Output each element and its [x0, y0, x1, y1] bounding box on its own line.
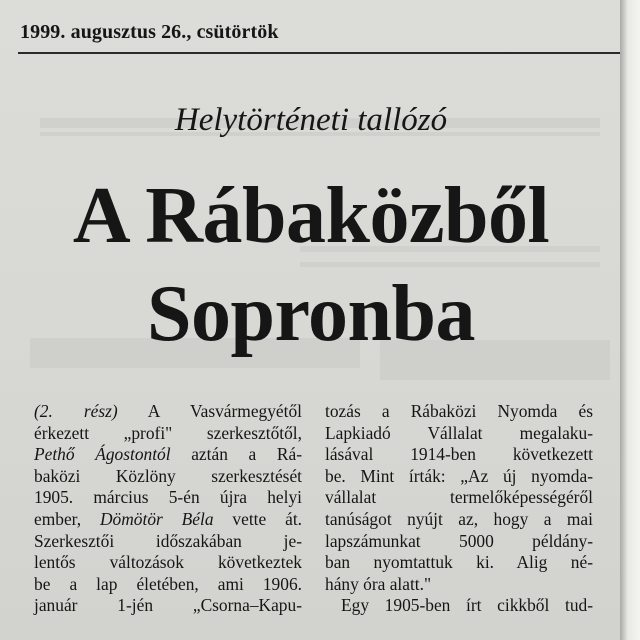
dateline: 1999. augusztus 26., csütörtök	[20, 21, 279, 43]
article-line	[325, 595, 593, 617]
italic-text-run: (2. rész)	[34, 401, 118, 421]
text-run: lásával 1914-ben következett	[325, 444, 593, 465]
article-line	[34, 466, 302, 488]
article-line	[34, 574, 302, 596]
article-line	[325, 487, 593, 509]
text-run: baközi Közlöny szerkesztését	[34, 465, 302, 486]
section-kicker: Helytörténeti tallózó	[174, 102, 448, 138]
text-run: vállalat termelőképességéről	[325, 487, 593, 508]
text-run: lentős változások következtek	[34, 552, 302, 573]
text-run: január 1-jén „Csorna–Kapu-	[34, 595, 302, 616]
text-run: hány óra alatt."	[325, 573, 432, 594]
article-line	[34, 444, 302, 466]
article-line	[34, 423, 302, 445]
text-run: tanúságot nyújt az, hogy a mai	[325, 508, 593, 529]
page-edge	[620, 0, 640, 640]
text-run: ban nyomtattuk ki. Alig né-	[325, 552, 593, 573]
text-run: vette át.	[213, 508, 302, 529]
article-line	[34, 595, 302, 617]
article-line	[325, 401, 593, 423]
text-run: 1905. március 5-én újra helyi	[34, 487, 302, 508]
text-run: A Vasvármegyétől	[117, 401, 303, 421]
article-line	[34, 401, 302, 423]
italic-text-run: Pethő Ágostontól	[34, 444, 171, 465]
italic-text-run: Dömötör Béla	[99, 508, 214, 529]
text-run: ember,	[34, 508, 100, 529]
article-line	[34, 552, 302, 574]
article-line	[325, 531, 593, 553]
article-line	[34, 509, 302, 531]
article-line	[325, 423, 593, 445]
text-run: Szerkesztői időszakában je-	[34, 530, 302, 551]
article-line	[325, 574, 593, 596]
text-run: lapszámunkat 5000 példány-	[325, 530, 593, 551]
article-line	[34, 531, 302, 553]
article-line	[34, 487, 302, 509]
text-run: be a lap életében, ami 1906.	[34, 573, 302, 594]
text-run: tozás a Rábaközi Nyomda és	[325, 401, 593, 421]
headline-line-2: Sopronba	[146, 270, 476, 358]
article-line	[325, 466, 593, 488]
article-column-left	[34, 401, 302, 617]
header-rule	[18, 52, 620, 54]
text-run: Lapkiadó Vállalat megalaku-	[325, 422, 593, 443]
headline-line-1: A Rábaközből	[72, 172, 550, 260]
text-run: aztán a Rá-	[170, 444, 302, 465]
article-column-right	[325, 401, 593, 617]
article-line	[325, 552, 593, 574]
text-run: érkezett „profi" szerkesztőtől,	[34, 422, 302, 443]
text-run: Egy 1905-ben írt cikkből tud-	[341, 595, 593, 616]
article-line	[325, 509, 593, 531]
article-line	[325, 444, 593, 466]
text-run: be. Mint írták: „Az új nyomda-	[325, 465, 593, 486]
show-through-band	[300, 262, 600, 267]
